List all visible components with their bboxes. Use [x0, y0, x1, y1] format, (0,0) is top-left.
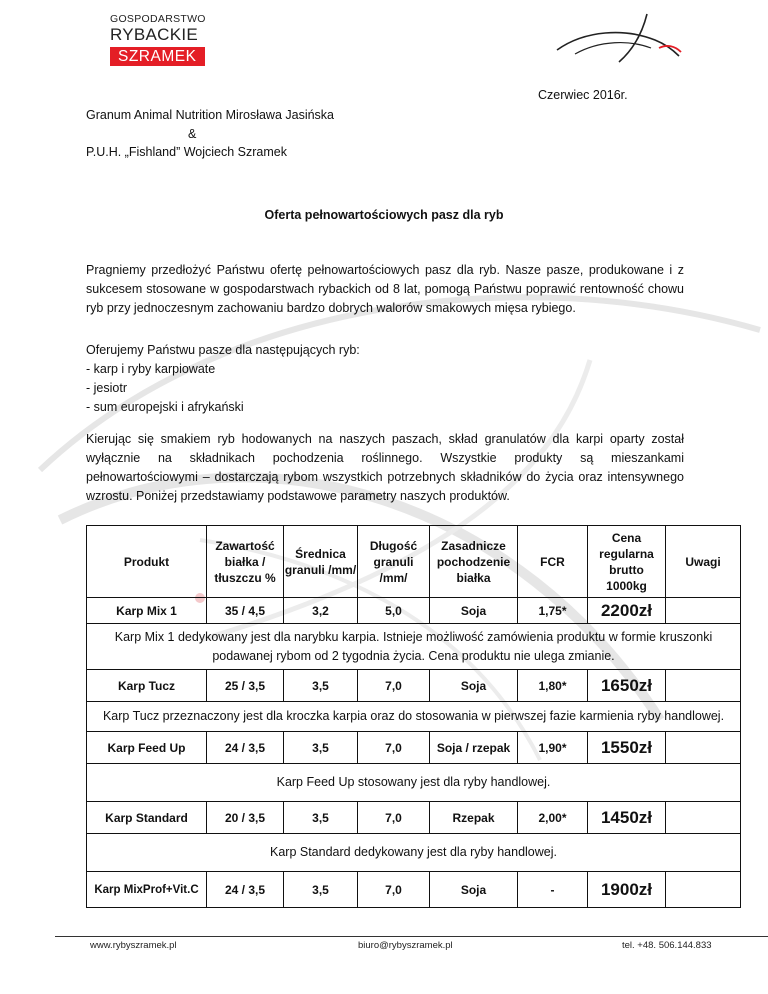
product-note: Karp Mix 1 dedykowany jest dla narybku karpia. Istnieje możliwość zamówienia produktu w formie kruszonki podawanej rybom od 2 tygodnia życia. Cena produktu nie ulega zmianie.: [87, 624, 741, 670]
table-row: [87, 732, 741, 764]
cell-diameter: 3,2: [284, 598, 358, 624]
header-length: Długość granuli /mm/: [358, 526, 430, 598]
cell-product: Karp MixProf+Vit.C: [87, 872, 207, 908]
cell-length: 7,0: [358, 872, 430, 908]
table-row: [87, 598, 741, 624]
table-header-row: [87, 526, 741, 598]
list-item: - jesiotr: [86, 381, 127, 395]
footer-email[interactable]: biuro@rybyszramek.pl: [358, 940, 453, 951]
cell-notes: [666, 598, 741, 624]
cell-protein-fat: 35 / 4,5: [207, 598, 284, 624]
cell-fcr: 1,80*: [518, 670, 588, 702]
footer-divider: [55, 936, 768, 937]
document-title: Oferta pełnowartościowych pasz dla ryb: [264, 208, 504, 222]
header-product: Produkt: [87, 526, 207, 598]
cell-source: Soja: [430, 872, 518, 908]
cell-notes: [666, 732, 741, 764]
cell-length: 7,0: [358, 802, 430, 834]
cell-source: Soja / rzepak: [430, 732, 518, 764]
product-note: Karp Feed Up stosowany jest dla ryby handlowej.: [87, 764, 741, 802]
cell-length: 5,0: [358, 598, 430, 624]
product-table: [86, 525, 741, 908]
cell-price: 1650zł: [588, 670, 666, 702]
cell-price: 2200zł: [588, 598, 666, 624]
cell-source: Soja: [430, 670, 518, 702]
header-protein-fat: Zawartość białka / tłuszczu %: [207, 526, 284, 598]
fish-logo-icon: [555, 10, 685, 65]
cell-protein-fat: 24 / 3,5: [207, 732, 284, 764]
footer-phone: tel. +48. 506.144.833: [622, 940, 712, 951]
header-notes: Uwagi: [666, 526, 741, 598]
cell-product: Karp Standard: [87, 802, 207, 834]
cell-fcr: -: [518, 872, 588, 908]
document-date: Czerwiec 2016r.: [538, 88, 628, 102]
cell-length: 7,0: [358, 670, 430, 702]
table-note-row: [87, 834, 741, 872]
cell-price: 1550zł: [588, 732, 666, 764]
table-note-row: [87, 764, 741, 802]
parties-block: [86, 106, 334, 162]
table-row: [87, 802, 741, 834]
cell-price: 1900zł: [588, 872, 666, 908]
cell-protein-fat: 25 / 3,5: [207, 670, 284, 702]
cell-source: Soja: [430, 598, 518, 624]
table-note-row: [87, 702, 741, 732]
cell-source: Rzepak: [430, 802, 518, 834]
cell-product: Karp Tucz: [87, 670, 207, 702]
logo-line-1: GOSPODARSTWO: [110, 13, 206, 25]
header-price: Cena regularna brutto 1000kg: [588, 526, 666, 598]
cell-notes: [666, 802, 741, 834]
header-fcr: FCR: [518, 526, 588, 598]
cell-product: Karp Mix 1: [87, 598, 207, 624]
ampersand: &: [188, 126, 197, 141]
footer-website[interactable]: www.rybyszramek.pl: [90, 940, 177, 951]
company-2: P.U.H. „Fishland” Wojciech Szramek: [86, 145, 287, 159]
cell-notes: [666, 872, 741, 908]
cell-diameter: 3,5: [284, 872, 358, 908]
company-logo: [110, 13, 205, 66]
table-note-row: [87, 624, 741, 670]
product-note: Karp Tucz przeznaczony jest dla kroczka karpia oraz do stosowania w pierwszej fazie karmienia ryby handlowej.: [87, 702, 741, 732]
cell-fcr: 1,75*: [518, 598, 588, 624]
table-row: [87, 670, 741, 702]
product-note: Karp Standard dedykowany jest dla ryby handlowej.: [87, 834, 741, 872]
table-row: [87, 872, 741, 908]
cell-fcr: 1,90*: [518, 732, 588, 764]
cell-price: 1450zł: [588, 802, 666, 834]
header-protein-source: Zasadnicze pochodzenie białka: [430, 526, 518, 598]
cell-product: Karp Feed Up: [87, 732, 207, 764]
header-diameter: Średnica granuli /mm/: [284, 526, 358, 598]
fish-list: [86, 341, 684, 417]
fish-list-heading: Oferujemy Państwu pasze dla następujących ryb:: [86, 343, 360, 357]
logo-line-3: SZRAMEK: [110, 47, 205, 66]
list-item: - sum europejski i afrykański: [86, 400, 244, 414]
cell-diameter: 3,5: [284, 670, 358, 702]
cell-protein-fat: 20 / 3,5: [207, 802, 284, 834]
list-item: - karp i ryby karpiowate: [86, 362, 216, 376]
cell-notes: [666, 670, 741, 702]
intro-paragraph: Pragniemy przedłożyć Państwu ofertę pełnowartościowych pasz dla ryb. Nasze pasze, produkowane i z sukcesem stosowane w gospodarstwach rybackich od 8 lat, pomogą Państwu poprawić rentowność chowu ryb przy jednoczesnym zachowaniu bardzo dobrych walorów smakowych mięsa rybiego.: [86, 263, 684, 315]
cell-fcr: 2,00*: [518, 802, 588, 834]
cell-diameter: 3,5: [284, 802, 358, 834]
logo-line-2: RYBACKIE: [110, 25, 199, 44]
cell-protein-fat: 24 / 3,5: [207, 872, 284, 908]
company-1: Granum Animal Nutrition Mirosława Jasińska: [86, 108, 335, 122]
cell-length: 7,0: [358, 732, 430, 764]
cell-diameter: 3,5: [284, 732, 358, 764]
description-paragraph: Kierując się smakiem ryb hodowanych na naszych paszach, skład granulatów dla karpi oparty został wyłącznie na składnikach pochodzenia roślinnego. Wszystkie produkty są mieszankami pełnowartościowymi – dostarczają rybom wszystkich potrzebnych składników do życia oraz intensywnego wzrostu. Poniżej przedstawiamy podstawowe parametry naszych produktów.: [86, 432, 684, 503]
